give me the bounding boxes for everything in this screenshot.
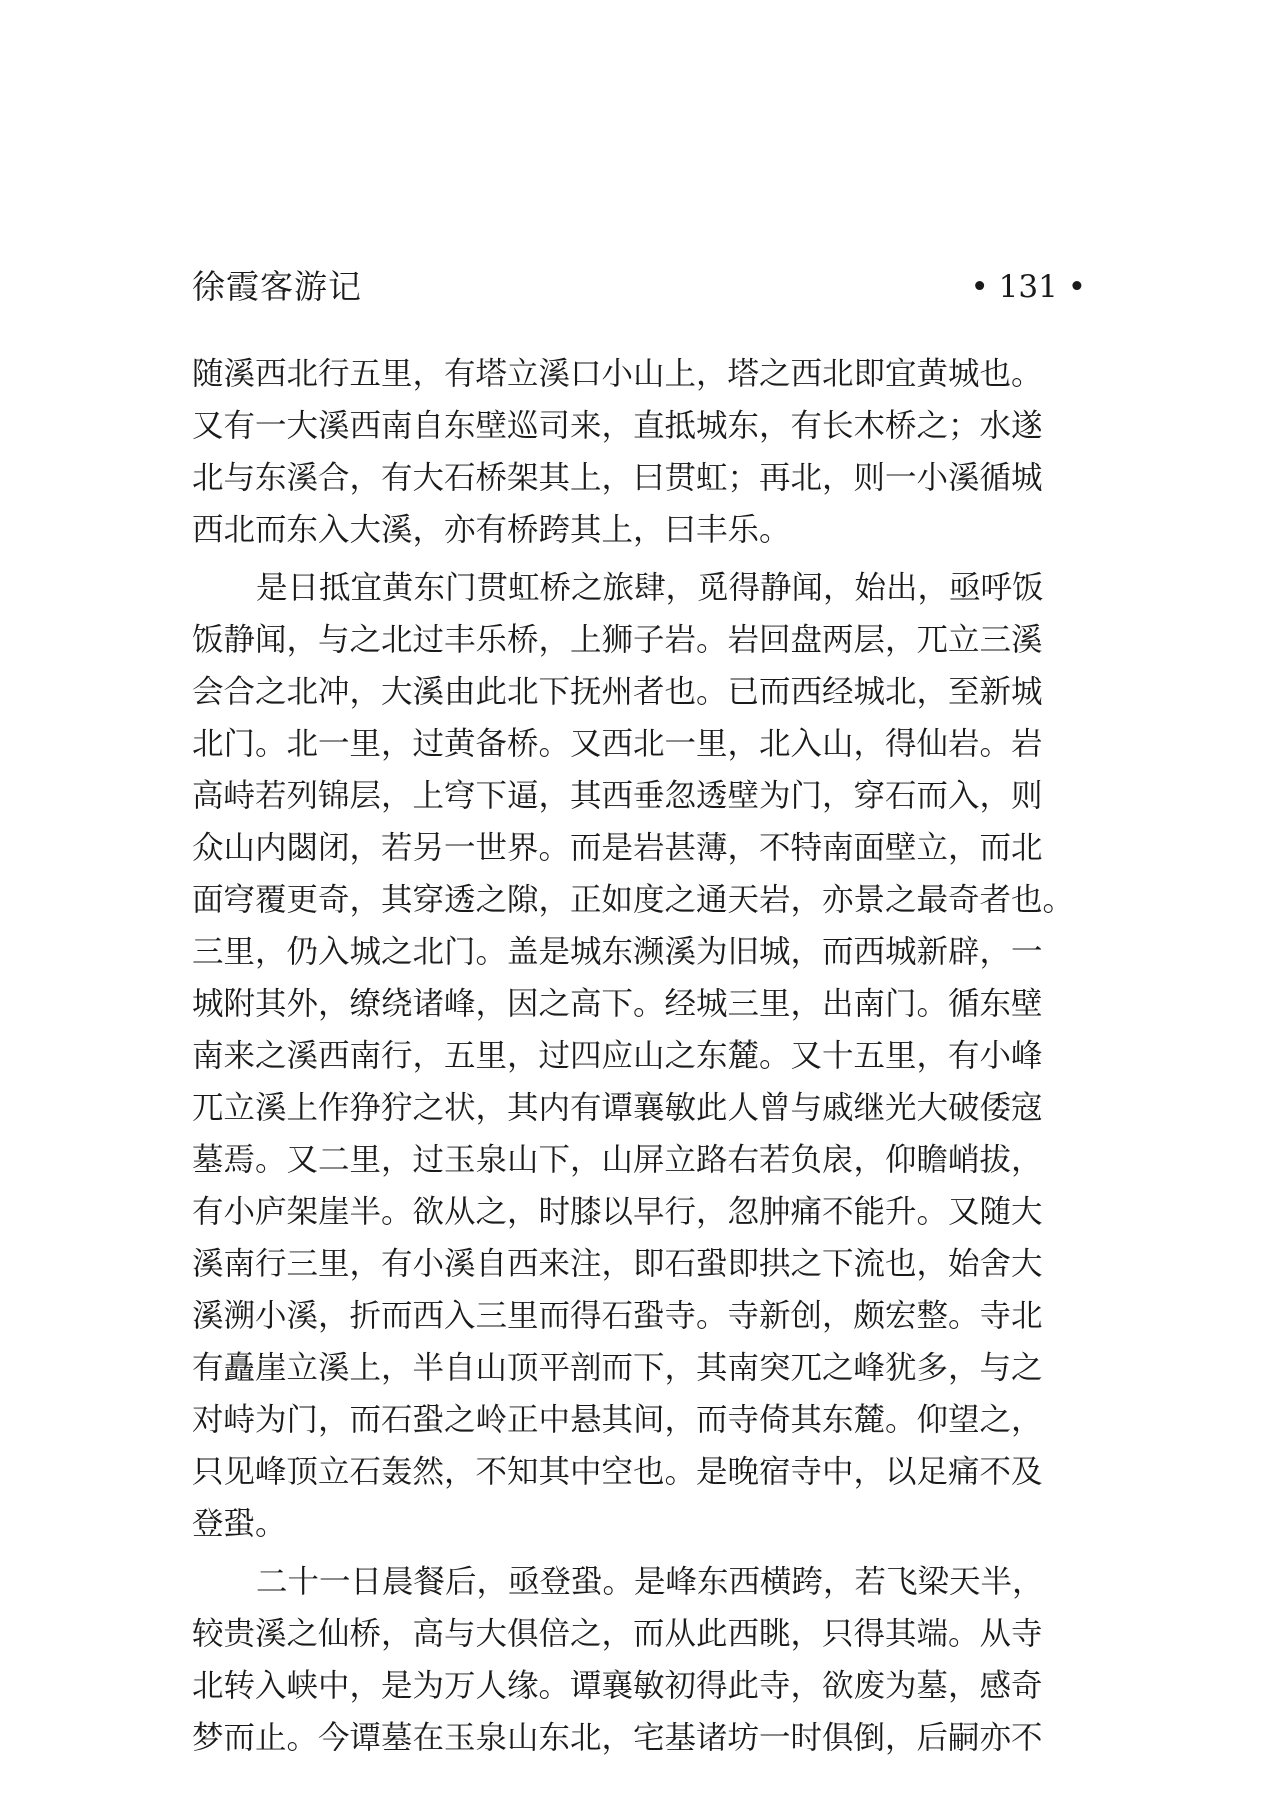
text-line: 北门。北一里，过黄备桥。又西北一里，北入山，得仙岩。岩 bbox=[192, 726, 1043, 762]
text-line: 梦而止。今谭墓在玉泉山东北，宅基诸坊一时俱倒，后嗣亦不 bbox=[192, 1720, 1043, 1756]
text-line: 北转入峡中，是为万人缘。谭襄敏初得此寺，欲废为墓，感奇 bbox=[192, 1668, 1043, 1704]
text-line: 只见峰顶立石轰然，不知其中空也。是晚宿寺中，以足痛不及 bbox=[192, 1454, 1043, 1490]
text-line: 西北而东入大溪，亦有桥跨其上，曰丰乐。 bbox=[192, 512, 791, 548]
text-line: 二十一日晨餐后，亟登蛩。是峰东西横跨，若飞梁天半， bbox=[256, 1564, 1044, 1600]
paragraph bbox=[192, 348, 1096, 556]
page-body bbox=[192, 348, 1096, 1764]
text-line: 北与东溪合，有大石桥架其上，曰贯虹；再北，则一小溪循城 bbox=[192, 460, 1043, 496]
text-line: 随溪西北行五里，有塔立溪口小山上，塔之西北即宜黄城也。 bbox=[192, 356, 1043, 392]
text-line: 有小庐架崖半。欲从之，时膝以早行，忽肿痛不能升。又随大 bbox=[192, 1194, 1043, 1230]
text-line: 溪溯小溪，折而西入三里而得石蛩寺。寺新创，颇宏整。寺北 bbox=[192, 1298, 1043, 1334]
book-title: 徐霞客游记 bbox=[192, 267, 362, 306]
paragraph bbox=[192, 562, 1096, 1550]
page-header bbox=[192, 262, 1086, 312]
text-line: 溪南行三里，有小溪自西来注，即石蛩即拱之下流也，始舍大 bbox=[192, 1246, 1043, 1282]
text-line: 南来之溪西南行，五里，过四应山之东麓。又十五里，有小峰 bbox=[192, 1038, 1043, 1074]
text-line: 饭静闻，与之北过丰乐桥，上狮子岩。岩回盘两层，兀立三溪 bbox=[192, 622, 1043, 658]
text-line: 较贵溪之仙桥，高与大俱倍之，而从此西眺，只得其端。从寺 bbox=[192, 1616, 1043, 1652]
text-line: 众山内閟闭，若另一世界。而是岩甚薄，不特南面壁立，而北 bbox=[192, 830, 1043, 866]
text-line: 墓焉。又二里，过玉泉山下，山屏立路右若负扆，仰瞻峭拔， bbox=[192, 1142, 1043, 1178]
paragraph bbox=[192, 1556, 1096, 1764]
text-line: 又有一大溪西南自东壁巡司来，直抵城东，有长木桥之；水遂 bbox=[192, 408, 1043, 444]
text-line: 面穹覆更奇，其穿透之隙，正如度之通天岩，亦景之最奇者也。 bbox=[192, 882, 1075, 918]
text-line: 是日抵宜黄东门贯虹桥之旅肆，觅得静闻，始出，亟呼饭 bbox=[256, 570, 1044, 606]
text-line: 会合之北冲，大溪由此北下抚州者也。已而西经城北，至新城 bbox=[192, 674, 1043, 710]
text-line: 三里，仍入城之北门。盖是城东濒溪为旧城，而西城新辟，一 bbox=[192, 934, 1043, 970]
text-line: 有矗崖立溪上，半自山顶平剖而下，其南突兀之峰犹多，与之 bbox=[192, 1350, 1043, 1386]
text-line: 登蛩。 bbox=[192, 1506, 287, 1542]
text-line: 对峙为门，而石蛩之岭正中悬其间，而寺倚其东麓。仰望之， bbox=[192, 1402, 1043, 1438]
text-line: 高峙若列锦层，上穹下逼，其西垂忽透壁为门，穿石而入，则 bbox=[192, 778, 1043, 814]
text-line: 兀立溪上作狰狞之状，其内有谭襄敏此人曾与戚继光大破倭寇 bbox=[192, 1090, 1043, 1126]
page-number: • 131 • bbox=[970, 269, 1086, 305]
text-line: 城附其外，缭绕诸峰，因之高下。经城三里，出南门。循东壁 bbox=[192, 986, 1043, 1022]
